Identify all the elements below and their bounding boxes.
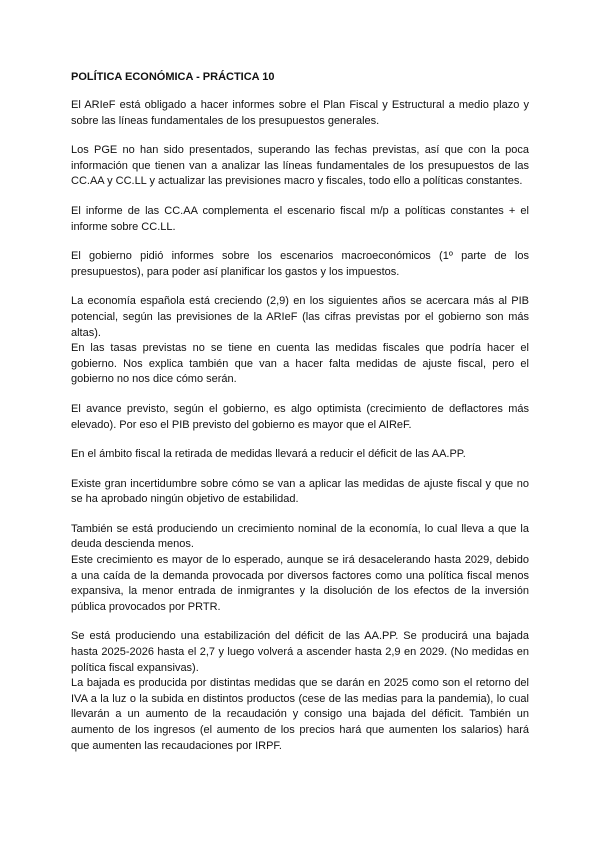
paragraph-group — [71, 294, 529, 388]
paragraph: Existe gran incertidumbre sobre cómo se van a aplicar las medidas de ajuste fiscal y que no se ha aprobado ningún objetivo de estabilidad. — [71, 477, 529, 506]
paragraph: En el ámbito fiscal la retirada de medidas llevará a reducir el déficit de las AA.PP. — [71, 448, 466, 461]
document-title: POLÍTICA ECONÓMICA - PRÁCTICA 10 — [71, 71, 275, 83]
paragraph: También se está produciendo un crecimiento nominal de la economía, lo cual lleva a que la deuda descienda menos. — [71, 522, 529, 551]
paragraph: El gobierno pidió informes sobre los escenarios macroeconómicos (1º parte de los presupuestos), para poder así planificar los gastos y los impuestos. — [71, 250, 529, 278]
paragraph: Este crecimiento es mayor de lo esperado, aunque se irá desacelerando hasta 2029, debido a una caída de la demanda provocada por diversos factores como una política fiscal menos expansiva, la menor entrada de inmigrantes y la disolución de los efectos de la inversión pública provocados por PRTR. — [71, 554, 529, 613]
paragraph: El avance previsto, según el gobierno, es algo optimista (crecimiento de deflactores más elevado). Por eso el PIB previsto del gobierno es mayor que el AIReF. — [71, 402, 529, 431]
paragraph: Los PGE no han sido presentados, superando las fechas previstas, así que con la poca información que tienen van a analizar las líneas fundamentales de los presupuestos de las CC.AA y CC.LL y actualizar las previsiones macro y fiscales, todo ello a políticas constantes. — [71, 144, 529, 188]
paragraph: El ARIeF está obligado a hacer informes sobre el Plan Fiscal y Estructural a medio plazo y sobre las líneas fundamentales de los presupuestos generales. — [71, 99, 529, 127]
paragraph: La bajada es producida por distintas medidas que se darán en 2025 como son el retorno del IVA a la luz o la subida en distintos productos (cese de las medias para la pandemia), lo cual llevarán a un aumento de la recaudación y consigo una bajada del déficit. También un aumento de los ingresos (el aumento de los precios hará que aumenten los salarios) hará que aumenten las recaudaciones por IRPF. — [71, 677, 529, 752]
paragraph-group — [71, 522, 529, 616]
paragraph: El informe de las CC.AA complementa el escenario fiscal m/p a políticas constantes + el informe sobre CC.LL. — [71, 204, 529, 233]
paragraph: Se está produciendo una estabilización del déficit de las AA.PP. Se producirá una bajada hasta 2025-2026 hasta el 2,7 y luego volverá a ascender hasta 2,9 en 2029. (No medidas en política fiscal expansivas). — [71, 630, 529, 674]
paragraph-group — [71, 629, 529, 754]
paragraph: La economía española está creciendo (2,9) en los siguientes años se acercara más al PIB potencial, según las previsiones de la ARIeF (las cifras previstas por el gobierno son más altas). — [71, 295, 529, 339]
paragraph: En las tasas previstas no se tiene en cuenta las medidas fiscales que podría hacer el gobierno. Nos explica también que van a hacer falta medidas de ajuste fiscal, pero el gobierno no nos dice cómo serán. — [71, 342, 529, 386]
